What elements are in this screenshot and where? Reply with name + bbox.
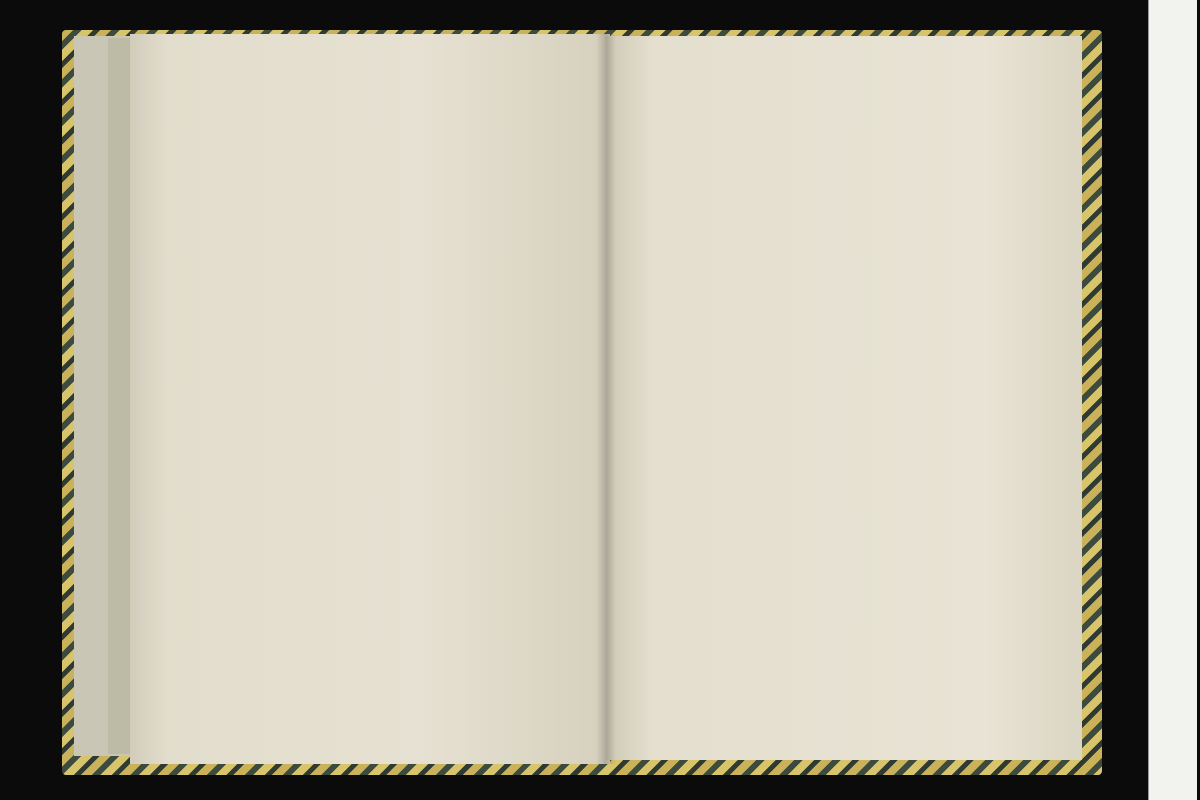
- book-gutter: [596, 34, 616, 764]
- right-page: [606, 36, 1082, 760]
- measuring-ruler: [1148, 0, 1197, 800]
- left-page: [130, 34, 610, 764]
